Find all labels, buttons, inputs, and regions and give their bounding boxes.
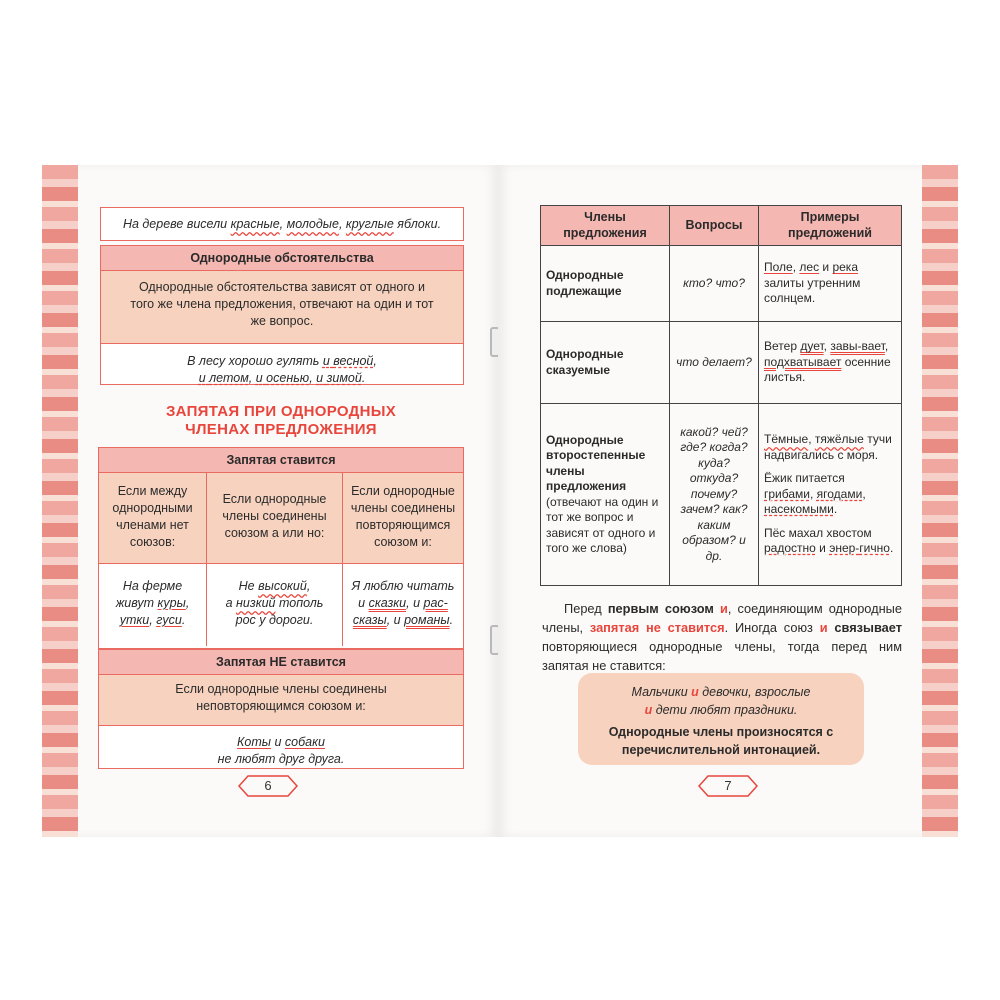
table-header-questions: Вопросы — [670, 206, 759, 246]
example-no-conjunctions: На ферме живут куры, утки, гуси. — [99, 564, 207, 646]
comma-not-placed-example: Коты и собаки не любят друг друга. — [217, 735, 345, 766]
section-title: ЗАПЯТАЯ ПРИ ОДНОРОДНЫХ ЧЛЕНАХ ПРЕДЛОЖЕНИЯ — [165, 403, 397, 438]
staple-bottom — [490, 625, 498, 655]
comma-placed-conditions — [99, 473, 463, 564]
table-row — [541, 404, 902, 586]
example-adjectives: На дереве висели красные, молодые, круглые яблоки. — [122, 217, 442, 231]
comma-not-placed-box — [98, 649, 464, 769]
condition-no-conjunctions: Если между однородными членами нет союзов: — [99, 473, 207, 563]
example-subjects: Поле, лес и река залиты утренним солнцем. — [759, 246, 902, 322]
intonation-callout: Мальчики и девочки, взрослые и дети любят праздники. Однородные члены произносятся с перечислительной интонацией. — [578, 673, 864, 765]
page-number-left: 6 — [238, 775, 298, 797]
comma-placed-examples — [99, 564, 463, 646]
comma-placed-box — [98, 447, 464, 649]
table-row — [541, 246, 902, 322]
condition-a-or-no: Если однородные члены соединены союзом а или но: — [207, 473, 343, 563]
example-predicates: Ветер дует, завы-вает, подхватывает осенние листья. — [759, 322, 902, 404]
homogeneous-adverbials-rule: Однородные обстоятельства зависят от одного и того же члена предложения, отвечают на один и тот же вопрос. — [101, 271, 463, 344]
comma-not-placed-header: Запятая НЕ ставится — [99, 650, 463, 675]
homogeneous-members-table — [540, 205, 902, 586]
question-predicates: что делает? — [670, 322, 759, 404]
member-subjects: Однородные подлежащие — [541, 246, 670, 322]
rule-paragraph: Перед первым союзом и, соединяющим однородные члены, запятая не ставится. Иногда союз и связывает повторяющиеся однородные члены, тогда перед ним запятая не ставится: — [542, 601, 902, 673]
example-secondary: Тёмные, тяжёлые тучи надвигались с моря. Ёжик питается грибами, ягодами, насекомыми. Пёс махал хвостом радостно и энер-гично. — [759, 404, 902, 586]
page-right — [498, 165, 958, 837]
example-a-or-no: Не высокий, а низкий тополь рос у дороги. — [207, 564, 343, 646]
member-predicates: Однородные сказуемые — [541, 322, 670, 404]
staple-top — [490, 327, 498, 357]
page-left — [42, 165, 498, 837]
question-secondary: какой? чей? где? когда? куда? откуда? почему? зачем? как? каким образом? и др. — [670, 404, 759, 586]
table-header-examples: Примеры предложений — [759, 206, 902, 246]
table-header-members: Члены предложения — [541, 206, 670, 246]
decorative-border-left — [42, 165, 78, 837]
question-subjects: кто? что? — [670, 246, 759, 322]
condition-repeated-i: Если однородные члены соединены повторяющимся союзом и: — [350, 484, 456, 549]
page-number-right: 7 — [698, 775, 758, 797]
homogeneous-adverbials-header: Однородные обстоятельства — [101, 246, 463, 271]
decorative-border-right — [922, 165, 958, 837]
homogeneous-adverbials-box — [100, 245, 464, 385]
comma-placed-header: Запятая ставится — [99, 448, 463, 473]
comma-not-placed-rule: Если однородные члены соединены неповторяющимся союзом и: — [99, 675, 463, 726]
intonation-rule: Однородные члены произносятся с перечислительной интонацией. — [608, 725, 834, 757]
example-repeated-i: Я люблю читать и сказки, и рас- сказы, и романы. — [351, 579, 455, 627]
member-secondary: Однородные второстепенные члены предложения (отвечают на один и тот же вопрос и зависят от одного и того же слова) — [541, 404, 670, 586]
table-row — [541, 322, 902, 404]
example-box-adjectives — [100, 207, 464, 241]
homogeneous-adverbials-example: В лесу хорошо гулять и весной, и летом, и осенью, и зимой. — [187, 354, 377, 385]
book-spread — [42, 165, 958, 837]
